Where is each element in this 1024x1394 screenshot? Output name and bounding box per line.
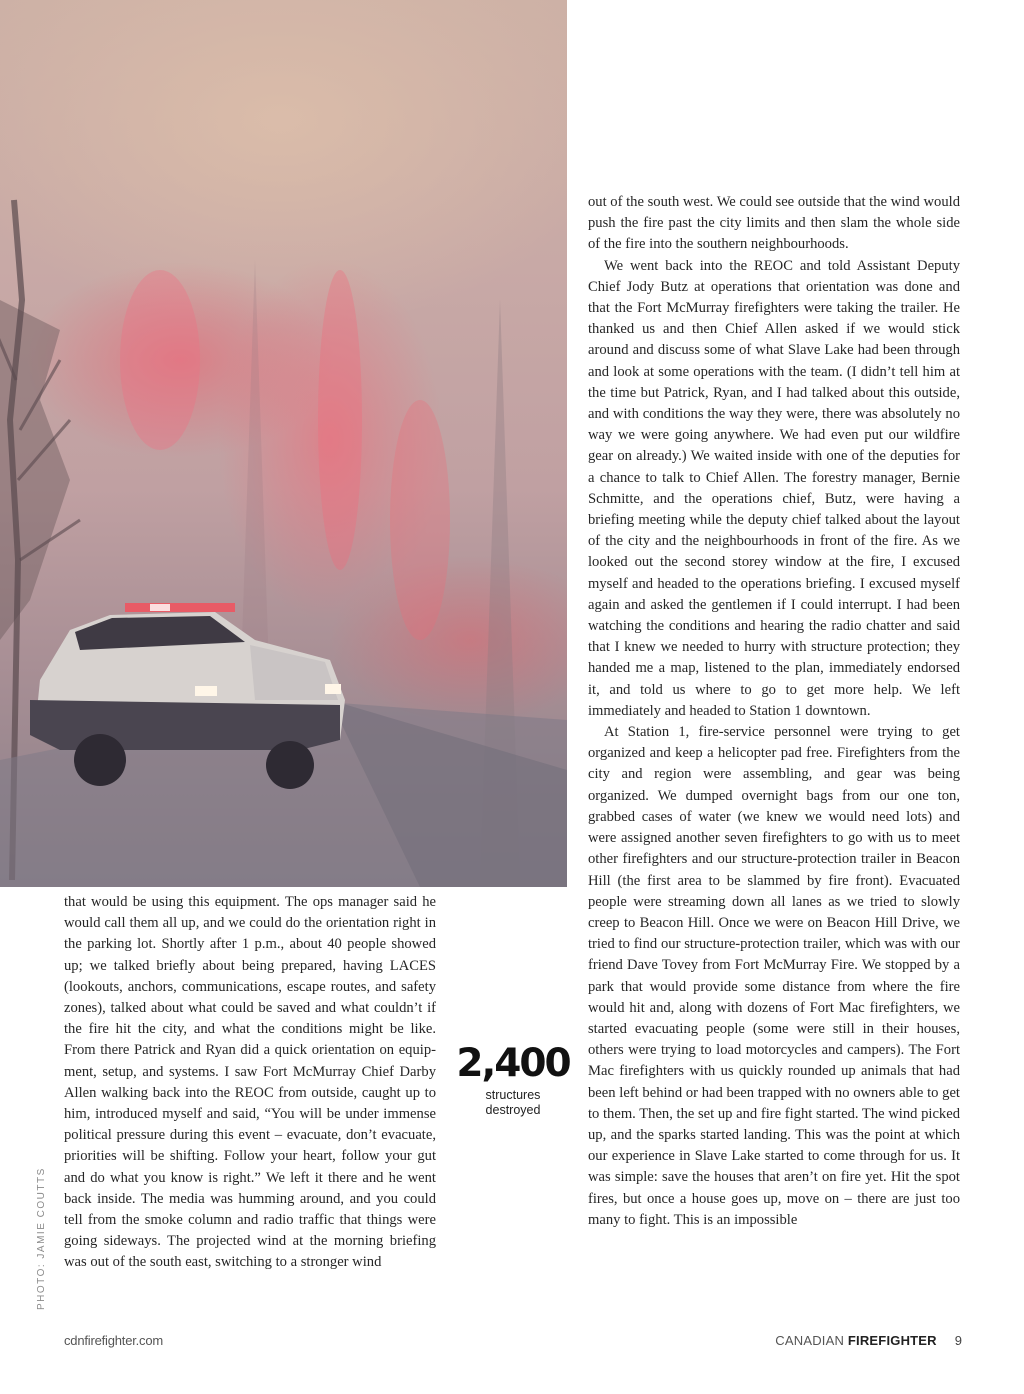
wildfire-photo	[0, 0, 567, 887]
stat-number: 2,400	[456, 1041, 570, 1086]
wildfire-smoke-vehicle-photo-icon	[0, 0, 567, 887]
right-paragraph: At Station 1, fire-service personnel were trying to get organized and keep a helicopter pad free. Firefighters from the city and region were assembling, and gear was being organized. We dumped overnight bags from our one ton, grabbed cases of water (we knew we would need lots) and were assigned another seven firefighters to go with us to meet other firefighters and our structure-protection trailer in Beacon Hill (the first area to be slammed by fire front). Evacuated people were streaming down all lanes as we tried to slowly creep to Beacon Hill. Once we were on Beacon Hill Drive, we tried to find our structure-protection trailer, which was with our friend Dave Tovey from Fort McMurray Fire. We stopped by a park that would provide some distance from where the fire would hit and, along with dozens of Fort Mac firefighters, we started evacuating people (some were still in their houses, others were trying to load motorcycles and campers). The Fort Mac firefighters with us quickly rounded up animals that had been left behind or had been trapped with no owners able to get to them. Then, the set up and fire fight started. The wind picked up, and the sparks started landing. This was the point at which our experience in Slave Lake started to come through for us. It was simple: save the houses that aren’t on fire yet. Hit the spot fires, but once a house goes up, move on – there are just too many to fight. This is an impossible	[588, 724, 960, 1228]
magazine-name-light: CANADIAN	[775, 1333, 848, 1348]
right-paragraph: We went back into the REOC and told Assistant Deputy Chief Jody Butz at operations that orientation was done and that the Fort McMurray firefighters were taking the trailer. He thanked us and then Chief Allen asked if we would stick around and discuss some of what Slave Lake had been through and look at some operations with the team. (I didn’t tell him at the time but Patrick, Ryan, and I had talked about this outside, and with conditions the way they were, there was absolutely no way we were going anywhere. We had even put our wildfire gear on already.) We waited inside with one of the deputies for a chance to talk to Chief Allen. The forestry manager, Bernie Schmitte, and the operations chief, Butz, were having a briefing meeting while the deputy chief talked about the layout of the city and the neighbourhoods in front of the fire. As we looked out the second storey window at the fire, I excused myself and headed to the operations briefing. I excused myself again and asked the gentlemen if I could interrupt. I had been watching the conditions and hearing the radio chatter and said that I knew we needed to hurry with structure protection; they handed me a map, listened to the plan, immediately endorsed it, and told us where to go to get more help. We left immediately and headed to Station 1 downtown.	[588, 257, 960, 719]
footer-website: cdnfirefighter.com	[64, 1333, 164, 1348]
stat-label-line2: destroyed	[485, 1103, 541, 1117]
photo-credit: PHOTO: JAMIE COUTTS	[36, 1167, 47, 1310]
stat-label-line1: structures	[485, 1088, 541, 1102]
footer-magazine	[770, 1333, 962, 1348]
magazine-name-bold: FIREFIGHTER	[847, 1333, 937, 1348]
left-column	[64, 892, 436, 1318]
left-paragraph: that would be using this equipment. The ops manager said he would call them all up, and we could do the orientation right in the parking lot. Shortly after 1 p.m., about 40 people showed up; we talked briefly about being prepared, having LACES (lookouts, anchors, communications, escape routes, and safety zones), talked about what could be saved and what couldn’t if the fire hit the city, and what the conditions might be like. From there Patrick and Ryan did a quick orientation on equipment, setup, and systems. I saw Fort McMurray Chief Darby Allen walking back into the REOC from outside, caught up to him, introduced myself and said, “You will be under immense political pressure during this event – evacuate, don’t evacuate, priorities will be shifting. Follow your heart, follow your gut and do what you know is right.” We left it there and he went back inside. The media was humming around, and you could tell from the smoke column and radio traffic that things were going sideways. The projected wind at the morning briefing was out of the south east, switching to a stronger wind	[64, 894, 436, 1271]
right-column	[588, 192, 960, 1318]
right-paragraph: out of the south west. We could see outside that the wind would push the fire past the city limits and then slam the whole side of the fire into the southern neighbourhoods.	[588, 194, 960, 253]
pull-stat	[452, 1042, 574, 1118]
page-number: 9	[954, 1333, 962, 1348]
